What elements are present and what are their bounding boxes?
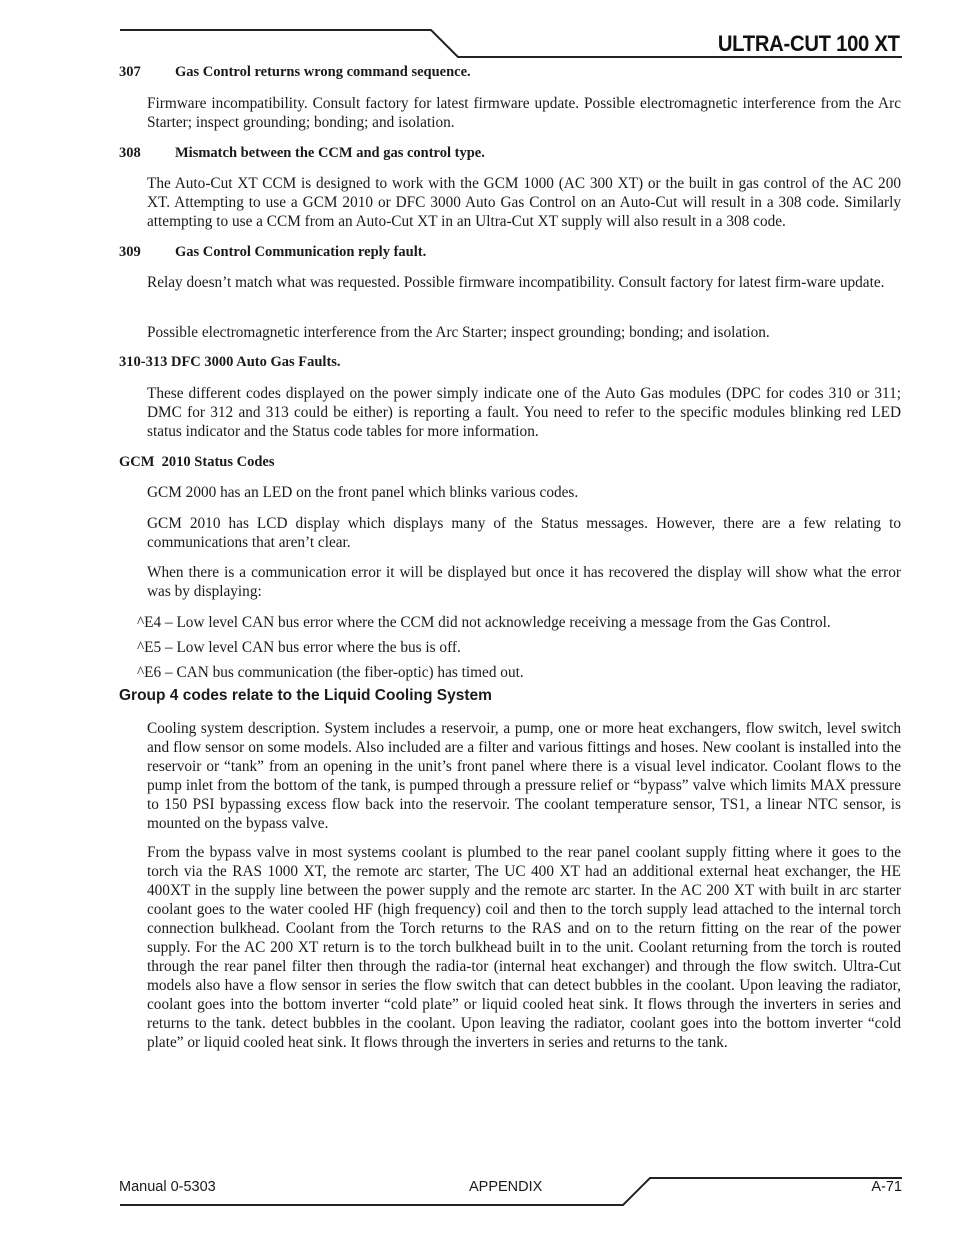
section-code: 308 xyxy=(119,145,141,161)
error-code-line: ^E4 – Low level CAN bus error where the CCM did not acknowledge receiving a message from the Gas Control. xyxy=(137,614,831,631)
section-name: APPENDIX xyxy=(469,1179,543,1195)
error-code-line: ^E5 – Low level CAN bus error where the bus is off. xyxy=(137,639,461,656)
section-paragraph: These different codes displayed on the power simply indicate one of the Auto Gas modules (DPC for codes 310 or 311; DMC for 312 and 313 could be either) is reporting a fault. You need to refer to the specific modules blinking red LED status indicator and the Status code tables for more information. xyxy=(147,385,901,440)
section-paragraph: GCM 2000 has an LED on the front panel which blinks various codes. xyxy=(147,484,579,501)
section-paragraph: GCM 2010 has LCD display which displays many of the Status messages. However, there are a few relating to communications that aren’t clear. xyxy=(147,515,901,551)
section-paragraph: Relay doesn’t match what was requested. Possible firmware incompatibility. Consult factory for latest firm-ware update. xyxy=(147,274,885,291)
section-title: Gas Control returns wrong command sequence. xyxy=(175,64,471,80)
page-number: A-71 xyxy=(871,1179,902,1195)
section-paragraph: Possible electromagnetic interference from the Arc Starter; inspect grounding; bonding; and isolation. xyxy=(147,324,770,341)
section-heading-309 xyxy=(119,244,426,261)
section-title: Mismatch between the CCM and gas control type. xyxy=(175,145,485,161)
section-paragraph: The Auto-Cut XT CCM is designed to work with the GCM 1000 (AC 300 XT) or the built in gas control of the AC 200 XT. Attempting to use a GCM 2010 or DFC 3000 Auto Gas Control on an Auto-Cut will result in a 308 code. Similarly attempting to use a CCM from an Auto-Cut XT in an Ultra-Cut XT supply will also result in a 308 code. xyxy=(147,175,901,230)
section-code: 309 xyxy=(119,244,141,260)
group-paragraph: From the bypass valve in most systems coolant is plumbed to the rear panel coolant supply fitting where it goes to the torch via the RAS 1000 XT, the remote arc starter, The UC 400 XT had an additional external heat exchanger, the HE 400XT in the supply line between the power supply and the remote arc starter. In the AC 200 XT with built in arc starter coolant goes to the water cooled HF (high frequency) coil and then to the torch supply lead attached to the internal torch connection bulkhead. Coolant from the Torch returns to the RAS and on to the return fitting on the rear of the power supply. For the AC 200 XT return is to the torch bulkhead built in to the unit. Coolant returning from the torch is routed through the rear panel filter then through the radia-tor (internal heat exchanger) and through the flow switch. Ultra-Cut models also have a flow sensor in series the flow switch that can detect bubbles in the coolant. Upon leaving the radiator, coolant goes into the bottom inverter “cold plate” or liquid cooled heat sink. It flows through the inverters in series and returns to the tank. detect bubbles in the coolant. Upon leaving the radiator, coolant goes into the bottom inverter “cold plate” or liquid cooled heat sink. It flows through the inverters in series and returns to the tank. xyxy=(147,844,901,1051)
section-title: DFC 3000 Auto Gas Faults. xyxy=(170,354,341,370)
section-code: 307 xyxy=(119,64,141,80)
group-paragraph: Cooling system description. System includes a reservoir, a pump, one or more heat exchangers, flow switch, level switch and flow sensor on some models. Also included are a filter and various fittings and hoses. New coolant is installed into the reservoir or “tank” from an opening in the unit’s front panel where there is a visual level indicator. Coolant flows to the pump inlet from the bottom of the tank, is pumped through a pressure relief or “bypass” valve which limits MAX pressure to 150 PSI bypassing excess flow back into the reservoir. The coolant temperature sensor, TS1, a linear NTC sensor, is mounted on the bypass valve. xyxy=(147,720,901,832)
section-heading-308 xyxy=(119,145,485,162)
section-title: Gas Control Communication reply fault. xyxy=(175,244,427,260)
section-heading-310-313 xyxy=(119,354,341,371)
error-code-line: ^E6 – CAN bus communication (the fiber-optic) has timed out. xyxy=(137,664,524,681)
section-heading-307 xyxy=(119,64,471,81)
section-code: 310-313 xyxy=(119,354,168,370)
manual-number: Manual 0-5303 xyxy=(119,1179,216,1195)
group-heading: Group 4 codes relate to the Liquid Cooling System xyxy=(119,687,492,704)
section-heading-gcm-2010: GCM 2010 Status Codes xyxy=(119,454,275,470)
document-title: ULTRA-CUT 100 XT xyxy=(718,31,900,56)
section-paragraph: When there is a communication error it will be displayed but once it has recovered the display will show what the error was by displaying: xyxy=(147,564,901,600)
section-paragraph: Firmware incompatibility. Consult factory for latest firmware update. Possible electromagnetic interference from the Arc Starter; inspect grounding; bonding; and isolation. xyxy=(147,95,901,131)
